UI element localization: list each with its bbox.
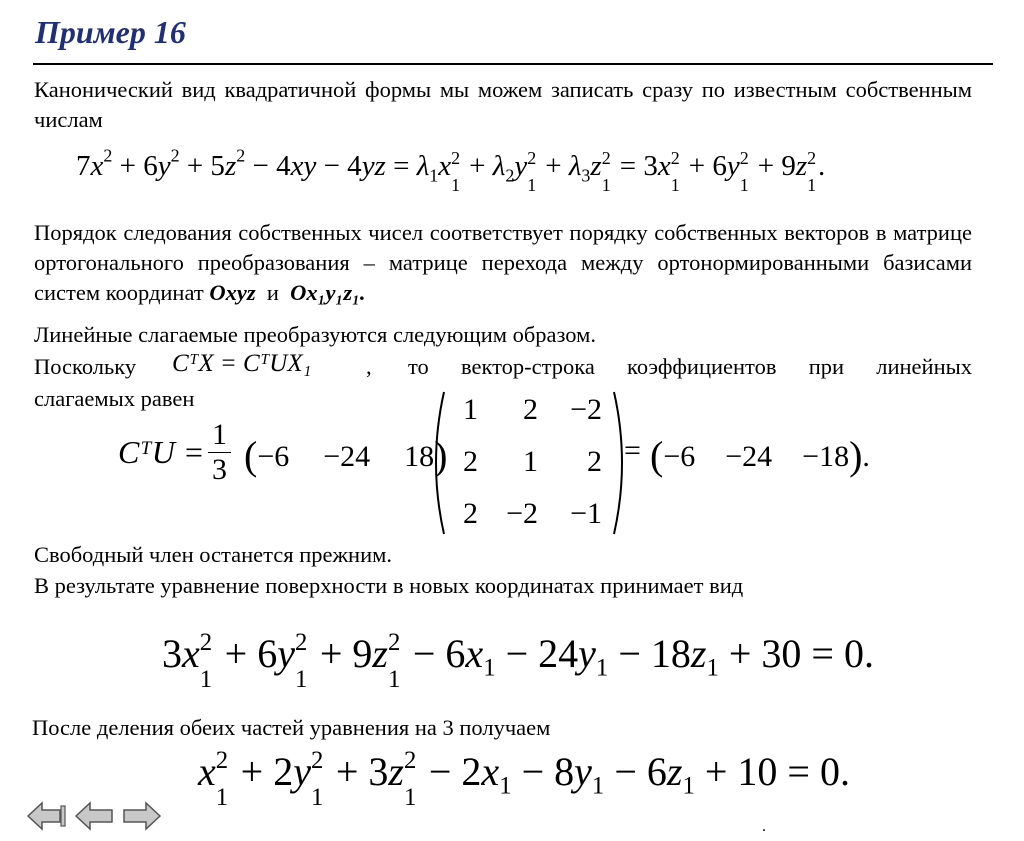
- result-item: −6: [663, 440, 696, 473]
- matrix-cell: 2: [463, 497, 478, 530]
- prev-slide-icon: [74, 800, 114, 832]
- next-slide-icon: [122, 800, 162, 832]
- prev-slide-button[interactable]: [74, 800, 114, 832]
- paragraph-free-term: Свободный член останется прежним.: [34, 542, 393, 567]
- paragraph-since-lead: Поскольку: [34, 354, 137, 379]
- row-vec-item: −6: [257, 440, 290, 473]
- next-slide-button[interactable]: [122, 800, 162, 832]
- paragraph-since-rest: то вектор-строка коэффициентов при линейных: [408, 354, 972, 379]
- eq2-end: .: [862, 440, 870, 473]
- matrix-cell: 2: [523, 393, 538, 426]
- footer-dot: .: [762, 818, 766, 835]
- matrix-cell: −2: [570, 393, 602, 426]
- row-vec-item: −24: [323, 440, 371, 473]
- first-slide-button[interactable]: [26, 800, 66, 832]
- row-vec-item: 18: [404, 440, 435, 473]
- equation-canonical-form: $7x^2 + 6y^2 + 5z^2 - 4xy - 4yz = \lambda_1x$ 2 1 + $\lambda_2y$ 2 1 + $\lambda_3z$ 2 1 = 3x 2 1 + 6y 2 1 + 9z 2 1 .: [76, 145, 826, 195]
- eq2-result: (−6 −24 −18).: [650, 433, 870, 478]
- equation-surface: 3x 2 1 + 6y 2 1 + 9z 2 1 − $6x_1 - 24y_1 - 18z_1 + 30 = 0$.: [162, 629, 874, 694]
- fraction-denominator: 3: [212, 453, 227, 486]
- fraction-numerator: 1: [208, 418, 231, 453]
- coord-system-ox1y1z1: Ox₁y₁z₁.: [290, 280, 366, 305]
- matrix-cell: 2: [463, 445, 478, 478]
- matrix-cell: 1: [463, 393, 478, 426]
- result-item: −24: [725, 440, 773, 473]
- paragraph-eigen-order-text: Порядок следования собственных чисел соответствует порядку собственных векторов в матрице ортогонального преобразования – матрице перехода между ортонормированными базисами систем координат: [34, 220, 972, 305]
- paragraph-result: В результате уравнение поверхности в новых координатах принимает вид: [34, 573, 744, 598]
- matrix-u: [422, 384, 602, 540]
- equation-final: x 2 1 + 2y 2 1 + 3z 2 1 − $2x_1 - 8y_1 - 6z_1 + 10 = 0$.: [198, 747, 850, 812]
- formula-ctx: CᵀX = CᵀUX₁: [172, 350, 312, 377]
- matrix-cell: −2: [506, 497, 538, 530]
- result-item: −18: [802, 440, 850, 473]
- conjunction: и: [266, 280, 279, 305]
- paragraph-divide: После деления обеих частей уравнения на 3 получаем: [32, 715, 551, 740]
- matrix-cell: −1: [570, 497, 602, 530]
- paragraph-linear-terms: Линейные слагаемые преобразуются следующим образом.: [34, 322, 596, 347]
- eq2-equals: =: [624, 434, 641, 467]
- paragraph-eigen-order: [34, 218, 972, 308]
- eq2-row-vector: (−6 −24 18): [244, 433, 448, 478]
- title-divider: [33, 63, 993, 65]
- matrix-cell: 1: [523, 445, 538, 478]
- first-slide-icon: [26, 800, 66, 832]
- coord-system-oxyz: Oxyz: [209, 280, 256, 305]
- page-title: Пример 16: [35, 14, 186, 50]
- formula-comma: ,: [366, 354, 372, 379]
- eq2-fraction: [208, 418, 231, 487]
- matrix-cell: 2: [587, 445, 602, 478]
- eq2-lhs: CᵀU =: [118, 434, 205, 470]
- paragraph-intro: Канонический вид квадратичной формы мы можем записать сразу по известным собственным числам: [34, 77, 972, 132]
- paragraph-since-cont: слагаемых равен: [34, 386, 195, 411]
